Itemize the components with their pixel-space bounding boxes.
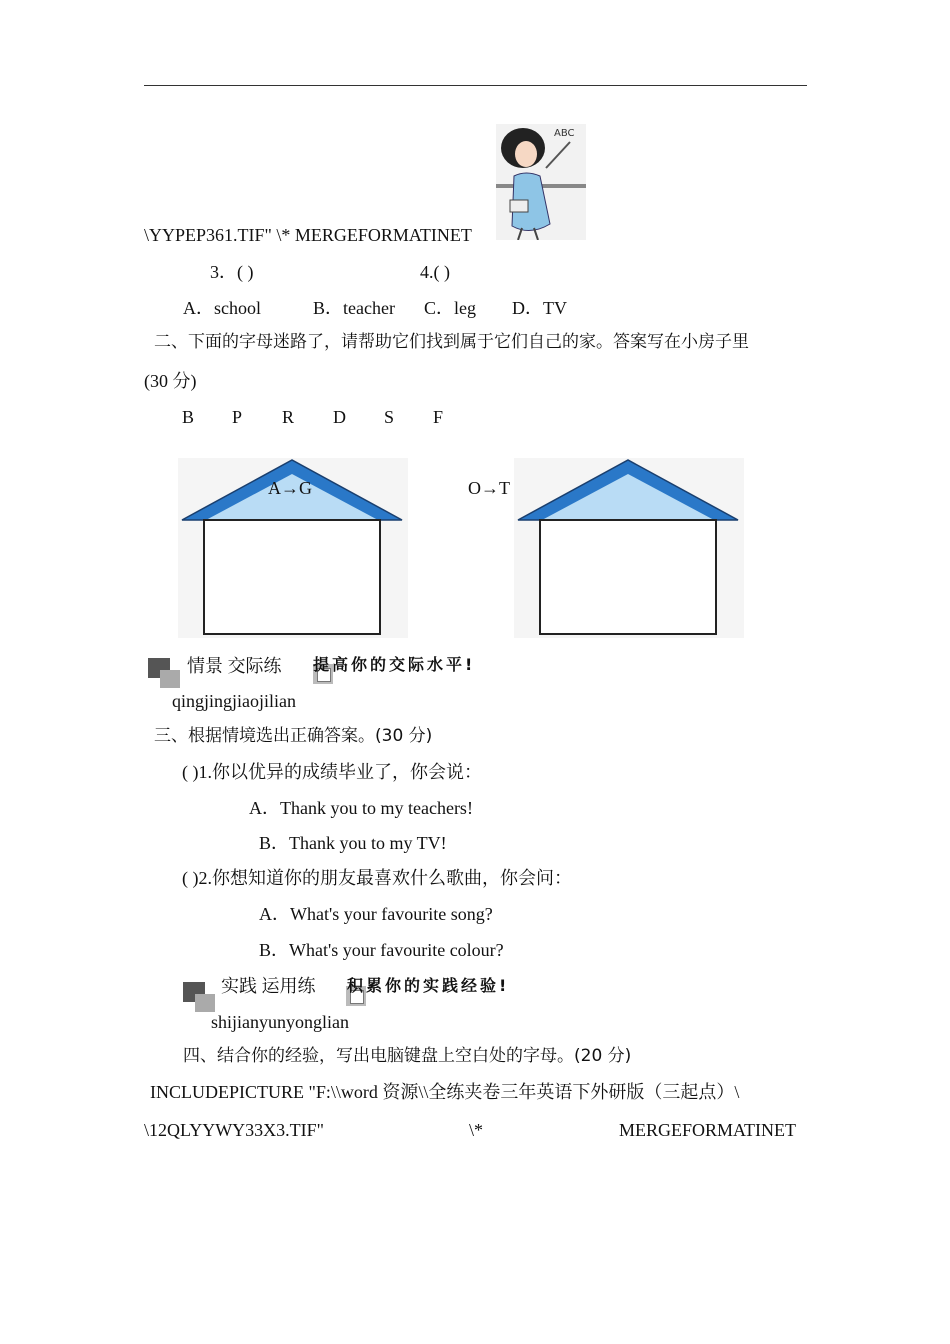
header-rule: [144, 85, 807, 86]
section-3-question-2-option-a: A．What's your favourite song?: [259, 904, 493, 924]
question-3: 3．( ): [210, 262, 254, 282]
letter-d: D: [333, 407, 346, 427]
picture-reference: \YYPEP361.TIF" \* MERGEFORMATINET: [144, 225, 472, 245]
practice-1-pinyin: qingjingjiaojilian: [172, 691, 296, 711]
practice-1-slogan: 提高你的交际水平!: [313, 655, 476, 674]
letter-f: F: [433, 407, 444, 427]
section-3-question-2: ( )2.你想知道你的朋友最喜欢什么歌曲，你会问：: [182, 868, 572, 888]
section-3-title: 三、根据情境选出正确答案。(30 分): [154, 726, 433, 746]
practice-2-badge-icon: [183, 982, 217, 1014]
section-2-score: (30 分): [144, 371, 197, 391]
house-2-label: O→T: [468, 478, 510, 498]
practice-1-title: 情景 交际练: [187, 656, 282, 676]
section-4-title: 四、结合你的经验，写出电脑键盘上空白处的字母。(20 分): [183, 1046, 632, 1066]
letter-b: B: [182, 407, 195, 427]
letter-p: P: [232, 407, 243, 427]
option-d: D．TV: [512, 298, 567, 318]
option-b: B．teacher: [313, 298, 395, 318]
include-picture-line-2-path: \12QLYYWY33X3.TIF": [144, 1120, 325, 1140]
include-picture-line-1: INCLUDEPICTURE "F:\\word 资源\\全练夹卷三年英语下外研版（三起点）\: [150, 1082, 740, 1102]
letter-r: R: [282, 407, 295, 427]
option-a: A．school: [183, 298, 261, 318]
section-3-question-1: ( )1.你以优异的成绩毕业了，你会说：: [182, 762, 482, 782]
option-c: C．leg: [424, 298, 476, 318]
teacher-illustration: [496, 124, 586, 240]
section-3-question-1-option-b: B．Thank you to my TV!: [259, 833, 447, 853]
include-picture-line-2-format: MERGEFORMATINET: [619, 1120, 797, 1140]
practice-1-badge-icon: [148, 658, 182, 690]
include-picture-line-2-switch: \*: [469, 1120, 484, 1140]
practice-2-pinyin: shijianyunyonglian: [211, 1012, 349, 1032]
section-3-question-1-option-a: A．Thank you to my teachers!: [249, 798, 473, 818]
house-2: [514, 458, 744, 638]
letter-s: S: [384, 407, 395, 427]
house-1-label: A→G: [268, 478, 312, 498]
question-4: 4.( ): [420, 262, 450, 282]
practice-2-title: 实践 运用练: [221, 976, 316, 996]
practice-2-slogan: 积累你的实践经验!: [347, 976, 510, 995]
section-3-question-2-option-b: B．What's your favourite colour?: [259, 940, 504, 960]
section-2-title: 二、下面的字母迷路了，请帮助它们找到属于它们自己的家。答案写在小房子里: [154, 332, 749, 352]
picture-label: ABC: [554, 128, 575, 139]
